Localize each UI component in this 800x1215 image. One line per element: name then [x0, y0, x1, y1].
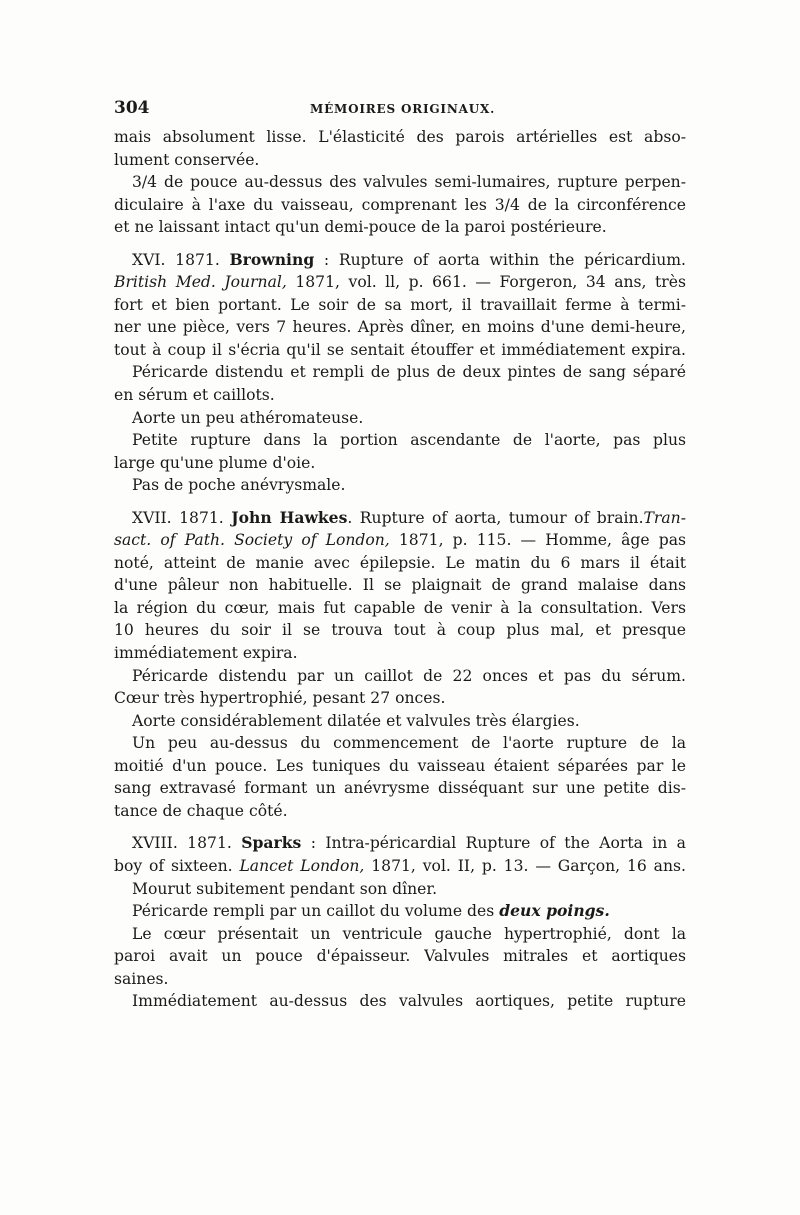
text-line: fort et bien portant. Le soir de sa mort, il travaillait ferme à termi-: [114, 295, 686, 314]
case-title: : Intra-péricardial Rupture of the Aorta in a: [310, 834, 686, 853]
case-heading-xvii: [114, 507, 686, 530]
journal-title: British Med. Journal,: [114, 273, 287, 292]
text-line: lument conservée.: [114, 150, 260, 169]
case-number: XVIII. 1871.: [132, 834, 232, 853]
text-line: [114, 900, 686, 923]
case-heading-xvi: [114, 249, 686, 272]
text-line: noté, atteint de manie avec épilepsie. Le matin du 6 mars il était: [114, 553, 686, 572]
case-number: XVI. 1871.: [132, 250, 220, 269]
case-title: . Rupture of aorta, tumour of brain.: [347, 508, 644, 527]
text-line: saines.: [114, 969, 169, 988]
text-line: Petite rupture dans la portion ascendante de l'aorte, pas plus: [132, 431, 686, 450]
text-line: diculaire à l'axe du vaisseau, comprenant les 3/4 de la circonférence: [114, 195, 686, 214]
text-line: paroi avait un pouce d'épaisseur. Valvules mitrales et aortiques: [114, 947, 686, 966]
case-number: XVII. 1871.: [132, 508, 224, 527]
journal-title: Tran-: [643, 508, 686, 527]
running-head: MÉMOIRES ORIGINAUX.: [310, 102, 496, 116]
text-line: Aorte considérablement dilatée et valvules très élargies.: [132, 711, 580, 730]
text-line: 3/4 de pouce au-dessus des valvules semi-lumaires, rupture perpen-: [132, 173, 686, 192]
text-line: immédiatement expira.: [114, 644, 298, 663]
citation-text: 1871, vol. ll, p. 661. — Forgeron, 34 ans, très: [295, 273, 686, 292]
paragraph-gap: [114, 822, 686, 832]
case-title: : Rupture of aorta within the péricardium.: [323, 250, 686, 269]
citation-text: 1871, vol. II, p. 13. — Garçon, 16 ans.: [371, 856, 686, 875]
text-line: Pas de poche anévrysmale.: [132, 476, 346, 495]
text-line: tout à coup il s'écria qu'il se sentait étouffer et immédiatement expira.: [114, 340, 686, 359]
text-line: Péricarde distendu par un caillot de 22 onces et pas du sérum.: [132, 666, 686, 685]
journal-title: sact. of Path. Society of London,: [114, 531, 390, 550]
text-line: mais absolument lisse. L'élasticité des parois artérielles est abso-: [114, 128, 686, 146]
text-line: [114, 271, 686, 294]
sentence-text: Péricarde rempli par un caillot du volume des: [132, 902, 495, 921]
text-line: moitié d'un pouce. Les tuniques du vaisseau étaient séparées par le: [114, 756, 686, 775]
case-title: boy of sixteen.: [114, 856, 233, 875]
text-line: Un peu au-dessus du commencement de l'aorte rupture de la: [132, 734, 686, 753]
text-line: Mourut subitement pendant son dîner.: [132, 879, 438, 898]
text-line: d'une pâleur non habituelle. Il se plaignait de grand malaise dans: [114, 576, 686, 595]
paragraph-gap: [114, 497, 686, 507]
text-line: la région du cœur, mais fut capable de venir à la consultation. Vers: [114, 598, 686, 617]
journal-title: Lancet London,: [239, 856, 365, 875]
text-line: [114, 529, 686, 552]
text-line: large qu'une plume d'oie.: [114, 453, 316, 472]
page-header: [114, 98, 686, 122]
paragraph-gap: [114, 239, 686, 249]
text-line: Le cœur présentait un ventricule gauche hypertrophié, dont la: [132, 924, 686, 943]
text-line: [114, 855, 686, 878]
citation-text: 1871, p. 115. — Homme, âge pas: [398, 531, 686, 550]
body-text: [114, 126, 686, 1013]
text-line: Aorte un peu athéromateuse.: [132, 408, 364, 427]
author-name: Browning: [229, 249, 315, 269]
author-name: John Hawkes: [231, 507, 348, 527]
text-line: Immédiatement au-dessus des valvules aortiques, petite rupture: [132, 992, 686, 1011]
text-line: tance de chaque côté.: [114, 801, 288, 820]
case-heading-xviii: [114, 832, 686, 855]
text-line: Péricarde distendu et rempli de plus de deux pintes de sang séparé: [132, 363, 686, 382]
emphasis-text: deux poings.: [499, 901, 610, 921]
text-line: Cœur très hypertrophié, pesant 27 onces.: [114, 689, 446, 708]
text-line: 10 heures du soir il se trouva tout à coup plus mal, et presque: [114, 621, 686, 640]
text-line: ner une pièce, vers 7 heures. Après dîner, en moins d'une demi-heure,: [114, 318, 686, 337]
text-line: sang extravasé formant un anévrysme disséquant sur une petite dis-: [114, 779, 686, 798]
text-line: en sérum et caillots.: [114, 386, 275, 405]
author-name: Sparks: [241, 833, 302, 853]
page-number: 304: [114, 98, 150, 118]
text-line: et ne laissant intact qu'un demi-pouce de la paroi postérieure.: [114, 218, 607, 237]
